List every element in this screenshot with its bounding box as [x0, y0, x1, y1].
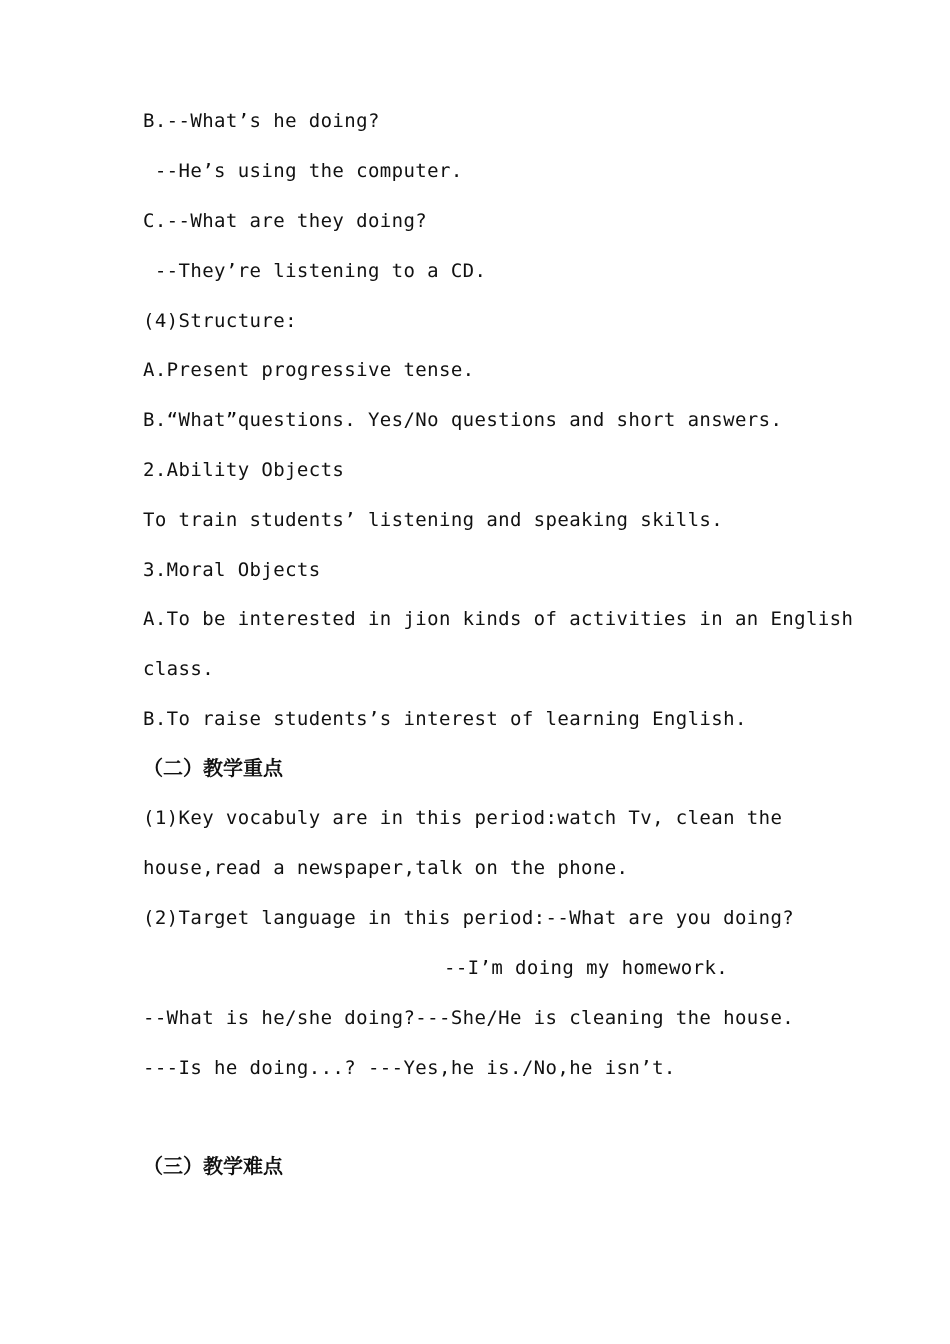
section-heading-key-points: （二）教学重点 — [143, 756, 283, 780]
text-line: class. — [143, 658, 215, 680]
text-line: A.Present progressive tense. — [143, 359, 475, 381]
text-line: B.“What”questions. Yes/No questions and short answers. — [143, 409, 783, 431]
text-line: 3.Moral Objects — [143, 559, 321, 581]
text-line: --What is he/she doing?---She/He is cleaning the house. — [143, 1007, 795, 1029]
text-line: B.To raise students’s interest of learning English. — [143, 708, 747, 730]
text-line: 2.Ability Objects — [143, 459, 345, 481]
text-line: (1)Key vocabuly are in this period:watch Tv, clean the — [143, 807, 783, 829]
text-line: B.--What’s he doing? — [143, 110, 380, 132]
text-line: To train students’ listening and speaking skills. — [143, 509, 724, 531]
text-line: A.To be interested in jion kinds of activities in an English — [143, 608, 854, 630]
text-line: (4)Structure: — [143, 310, 297, 332]
section-heading-difficulties: （三）教学难点 — [143, 1154, 283, 1178]
text-line: ---Is he doing...? ---Yes,he is./No,he isn’t. — [143, 1057, 676, 1079]
text-line: --I’m doing my homework. — [444, 957, 729, 979]
text-line: --They’re listening to a CD. — [143, 260, 487, 282]
text-line: --He’s using the computer. — [143, 160, 463, 182]
text-line: C.--What are they doing? — [143, 210, 428, 232]
text-line: (2)Target language in this period:--What are you doing? — [143, 907, 795, 929]
text-line: house,read a newspaper,talk on the phone. — [143, 857, 629, 879]
